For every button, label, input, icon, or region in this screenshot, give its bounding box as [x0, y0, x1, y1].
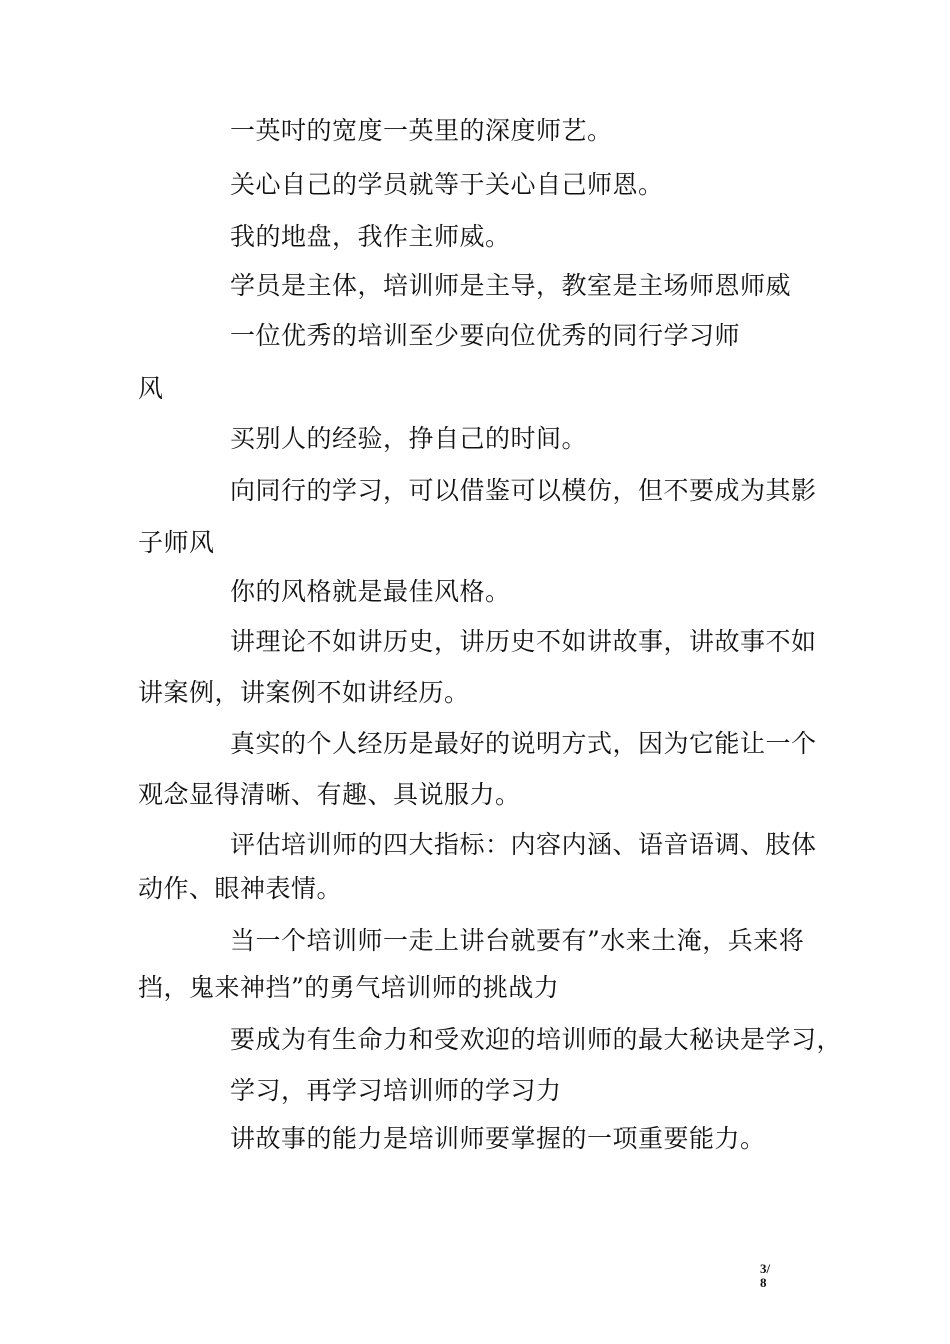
text-line: 买别人的经验，挣自己的时间。: [230, 424, 588, 453]
text-line: 动作、眼神表情。: [138, 874, 343, 903]
text-line: 观念显得清晰、有趣、具说服力。: [138, 780, 521, 809]
text-line: 要成为有生命力和受欢迎的培训师的最大秘诀是学习，: [230, 1025, 843, 1054]
page-number-total: 8: [760, 1275, 767, 1290]
text-line: 真实的个人经历是最好的说明方式，因为它能让一个: [230, 729, 817, 758]
text-line: 你的风格就是最佳风格。: [230, 577, 511, 606]
text-line: 向同行的学习，可以借鉴可以模仿，但不要成为其影: [230, 476, 817, 505]
text-line: 挡，鬼来神挡”的勇气培训师的挑战力: [138, 973, 560, 1002]
text-line: 一位优秀的培训至少要向位优秀的同行学习师: [230, 321, 741, 350]
page-number: [760, 1262, 780, 1290]
page-number-current: 3/: [760, 1261, 771, 1276]
text-line: 关心自己的学员就等于关心自己师恩。: [230, 170, 664, 199]
text-line: 学员是主体，培训师是主导，教室是主场师恩师威: [230, 271, 792, 300]
text-line: 讲故事的能力是培训师要掌握的一项重要能力。: [230, 1124, 766, 1153]
text-line: 讲案例，讲案例不如讲经历。: [138, 678, 470, 707]
text-line: 我的地盘，我作主师威。: [230, 222, 511, 251]
text-line: 学习，再学习培训师的学习力: [230, 1076, 562, 1105]
text-line: 当一个培训师一走上讲台就要有”水来土淹，兵来将: [230, 926, 805, 955]
text-line: 一英吋的宽度一英里的深度师艺。: [230, 116, 613, 145]
text-line: 评估培训师的四大指标：内容内涵、语音语调、肢体: [230, 830, 817, 859]
text-line: 子师风: [138, 528, 215, 557]
text-line: 讲理论不如讲历史，讲历史不如讲故事，讲故事不如: [230, 627, 817, 656]
text-line: 风: [138, 374, 164, 403]
